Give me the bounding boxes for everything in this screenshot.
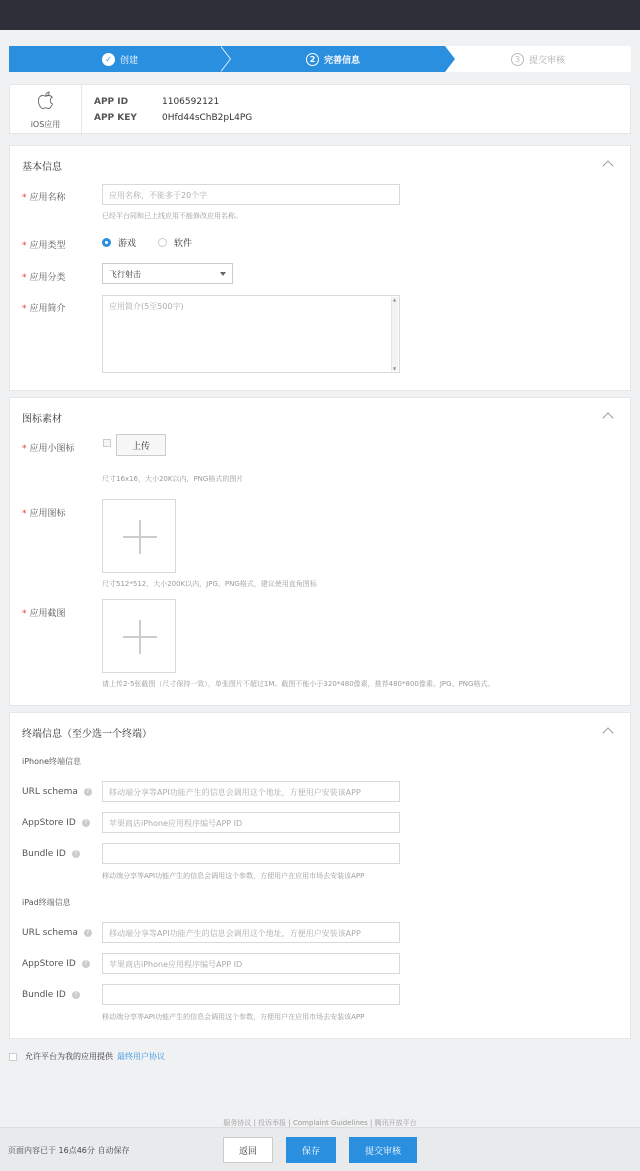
agreement-text: 允许平台为我的应用提供 — [25, 1052, 113, 1061]
user-agreement-link[interactable]: 最终用户协议 — [117, 1052, 165, 1061]
url-schema-label: URL schema ? — [22, 928, 92, 938]
help-icon[interactable]: ? — [84, 788, 92, 796]
apple-icon — [38, 91, 54, 113]
icon-assets-panel — [9, 397, 631, 706]
app-key-label: APP KEY — [94, 113, 137, 123]
screenshot-upload-box[interactable] — [102, 599, 176, 673]
app-icon-label: * 应用图标 — [22, 509, 66, 519]
appstore-id-label: AppStore ID ? — [22, 959, 90, 969]
app-category-select[interactable]: 飞行射击 — [102, 263, 233, 284]
radio-software[interactable]: 软件 — [158, 236, 192, 249]
app-name-label: * 应用名称 — [22, 193, 66, 203]
step-label: 提交审核 — [528, 55, 565, 66]
bundle-id-label: Bundle ID ? — [22, 990, 80, 1000]
agreement-checkbox[interactable] — [9, 1053, 17, 1061]
app-id-label: APP ID — [94, 97, 129, 107]
agreement-row — [9, 1051, 165, 1062]
ipad-url-schema-input[interactable]: 移动端分享等API功能产生的信息会调用这个地址，方便用户安装该APP — [102, 922, 400, 943]
basic-info-panel — [9, 145, 631, 391]
bundle-id-hint: 移动端分享等API功能产生的信息会调用这个参数，方便用户在应用市场去安装该APP — [102, 872, 365, 880]
radio-game[interactable]: 游戏 — [102, 236, 136, 249]
help-icon[interactable]: ? — [72, 991, 80, 999]
step-submit-review — [445, 46, 631, 72]
platform-label: iOS应用 — [30, 119, 61, 129]
appstore-id-label: AppStore ID ? — [22, 818, 90, 828]
screenshot-label: * 应用截图 — [22, 609, 66, 619]
iphone-url-schema-input[interactable]: 移动端分享等API功能产生的信息会调用这个地址，方便用户安装该APP — [102, 781, 400, 802]
iphone-bundle-id-input[interactable] — [102, 843, 400, 864]
ipad-appstore-id-input[interactable]: 苹果商店iPhone应用程序编号APP ID — [102, 953, 400, 974]
iphone-appstore-id-input[interactable]: 苹果商店iPhone应用程序编号APP ID — [102, 812, 400, 833]
small-icon-preview — [103, 439, 111, 447]
ipad-subtitle: iPad终端信息 — [22, 898, 71, 907]
app-name-hint: 已经平台同和已上线应用不能修改应用名称。 — [102, 212, 242, 220]
step-create — [9, 46, 231, 72]
bottom-action-bar — [0, 1127, 640, 1171]
app-icon-upload-box[interactable] — [102, 499, 176, 573]
help-icon[interactable]: ? — [82, 819, 90, 827]
terminal-info-panel — [9, 712, 631, 1039]
step-label: 创建 — [119, 55, 138, 66]
autosave-status: 页面内容已于 16点46分 自动保存 — [8, 1146, 130, 1155]
step-label: 完善信息 — [323, 55, 360, 66]
step-number-icon: 2 — [306, 53, 319, 66]
app-key-value: 0Hfd44sChB2pL4PG — [162, 113, 253, 123]
collapse-chevron-icon[interactable] — [602, 410, 614, 422]
ipad-bundle-id-input[interactable] — [102, 984, 400, 1005]
upload-button[interactable]: 上传 — [116, 434, 166, 456]
help-icon[interactable]: ? — [82, 960, 90, 968]
app-category-label: * 应用分类 — [22, 273, 66, 283]
app-type-label: * 应用类型 — [22, 241, 66, 251]
textarea-scrollbar[interactable] — [391, 297, 398, 371]
platform-badge — [10, 85, 82, 135]
collapse-chevron-icon[interactable] — [602, 158, 614, 170]
help-icon[interactable]: ? — [72, 850, 80, 858]
save-button[interactable]: 保存 — [286, 1137, 336, 1163]
step-divider — [445, 46, 455, 72]
iphone-subtitle: iPhone终端信息 — [22, 757, 82, 766]
url-schema-label: URL schema ? — [22, 787, 92, 797]
back-button[interactable]: 返回 — [223, 1137, 273, 1163]
bundle-id-hint: 移动端分享等API功能产生的信息会调用这个参数，方便用户在应用市场去安装该APP — [102, 1013, 365, 1021]
section-title: 图标素材 — [22, 414, 62, 425]
bundle-id-label: Bundle ID ? — [22, 849, 80, 859]
top-nav-bar — [0, 0, 640, 30]
section-title: 终端信息（至少选一个终端） — [22, 729, 152, 740]
footer-links[interactable]: 服务协议 | 投诉举报 | Complaint Guidelines | 腾讯开放平台 — [223, 1119, 417, 1127]
check-icon: ✓ — [102, 53, 115, 66]
help-icon[interactable]: ? — [84, 929, 92, 937]
section-title: 基本信息 — [22, 162, 62, 173]
screenshot-hint: 请上传2-5张截图（尺寸保持一致），单张图片不超过1M。截图不能小于320*480像素，推荐480*800像素。JPG、PNG格式。 — [102, 680, 495, 688]
app-intro-label: * 应用简介 — [22, 304, 66, 314]
app-intro-textarea[interactable]: 应用简介(5至500字) ▲ ▼ — [102, 295, 400, 373]
app-id-value: 1106592121 — [162, 97, 220, 107]
app-name-input[interactable]: 应用名称，不能多于20个字 — [102, 184, 400, 205]
step-divider — [220, 46, 230, 72]
small-icon-hint: 尺寸16x16，大小20K以内，PNG格式的图片 — [102, 475, 244, 483]
submit-review-button[interactable]: 提交审核 — [349, 1137, 417, 1163]
step-complete-info — [221, 46, 445, 72]
small-icon-label: * 应用小图标 — [22, 444, 75, 454]
app-icon-hint: 尺寸512*512，大小200K以内，JPG、PNG格式，建议使用直角图标 — [102, 580, 317, 588]
step-number-icon: 3 — [511, 53, 524, 66]
collapse-chevron-icon[interactable] — [602, 725, 614, 737]
app-info-panel — [9, 84, 631, 134]
progress-steps — [9, 46, 631, 72]
caret-down-icon — [220, 272, 226, 276]
